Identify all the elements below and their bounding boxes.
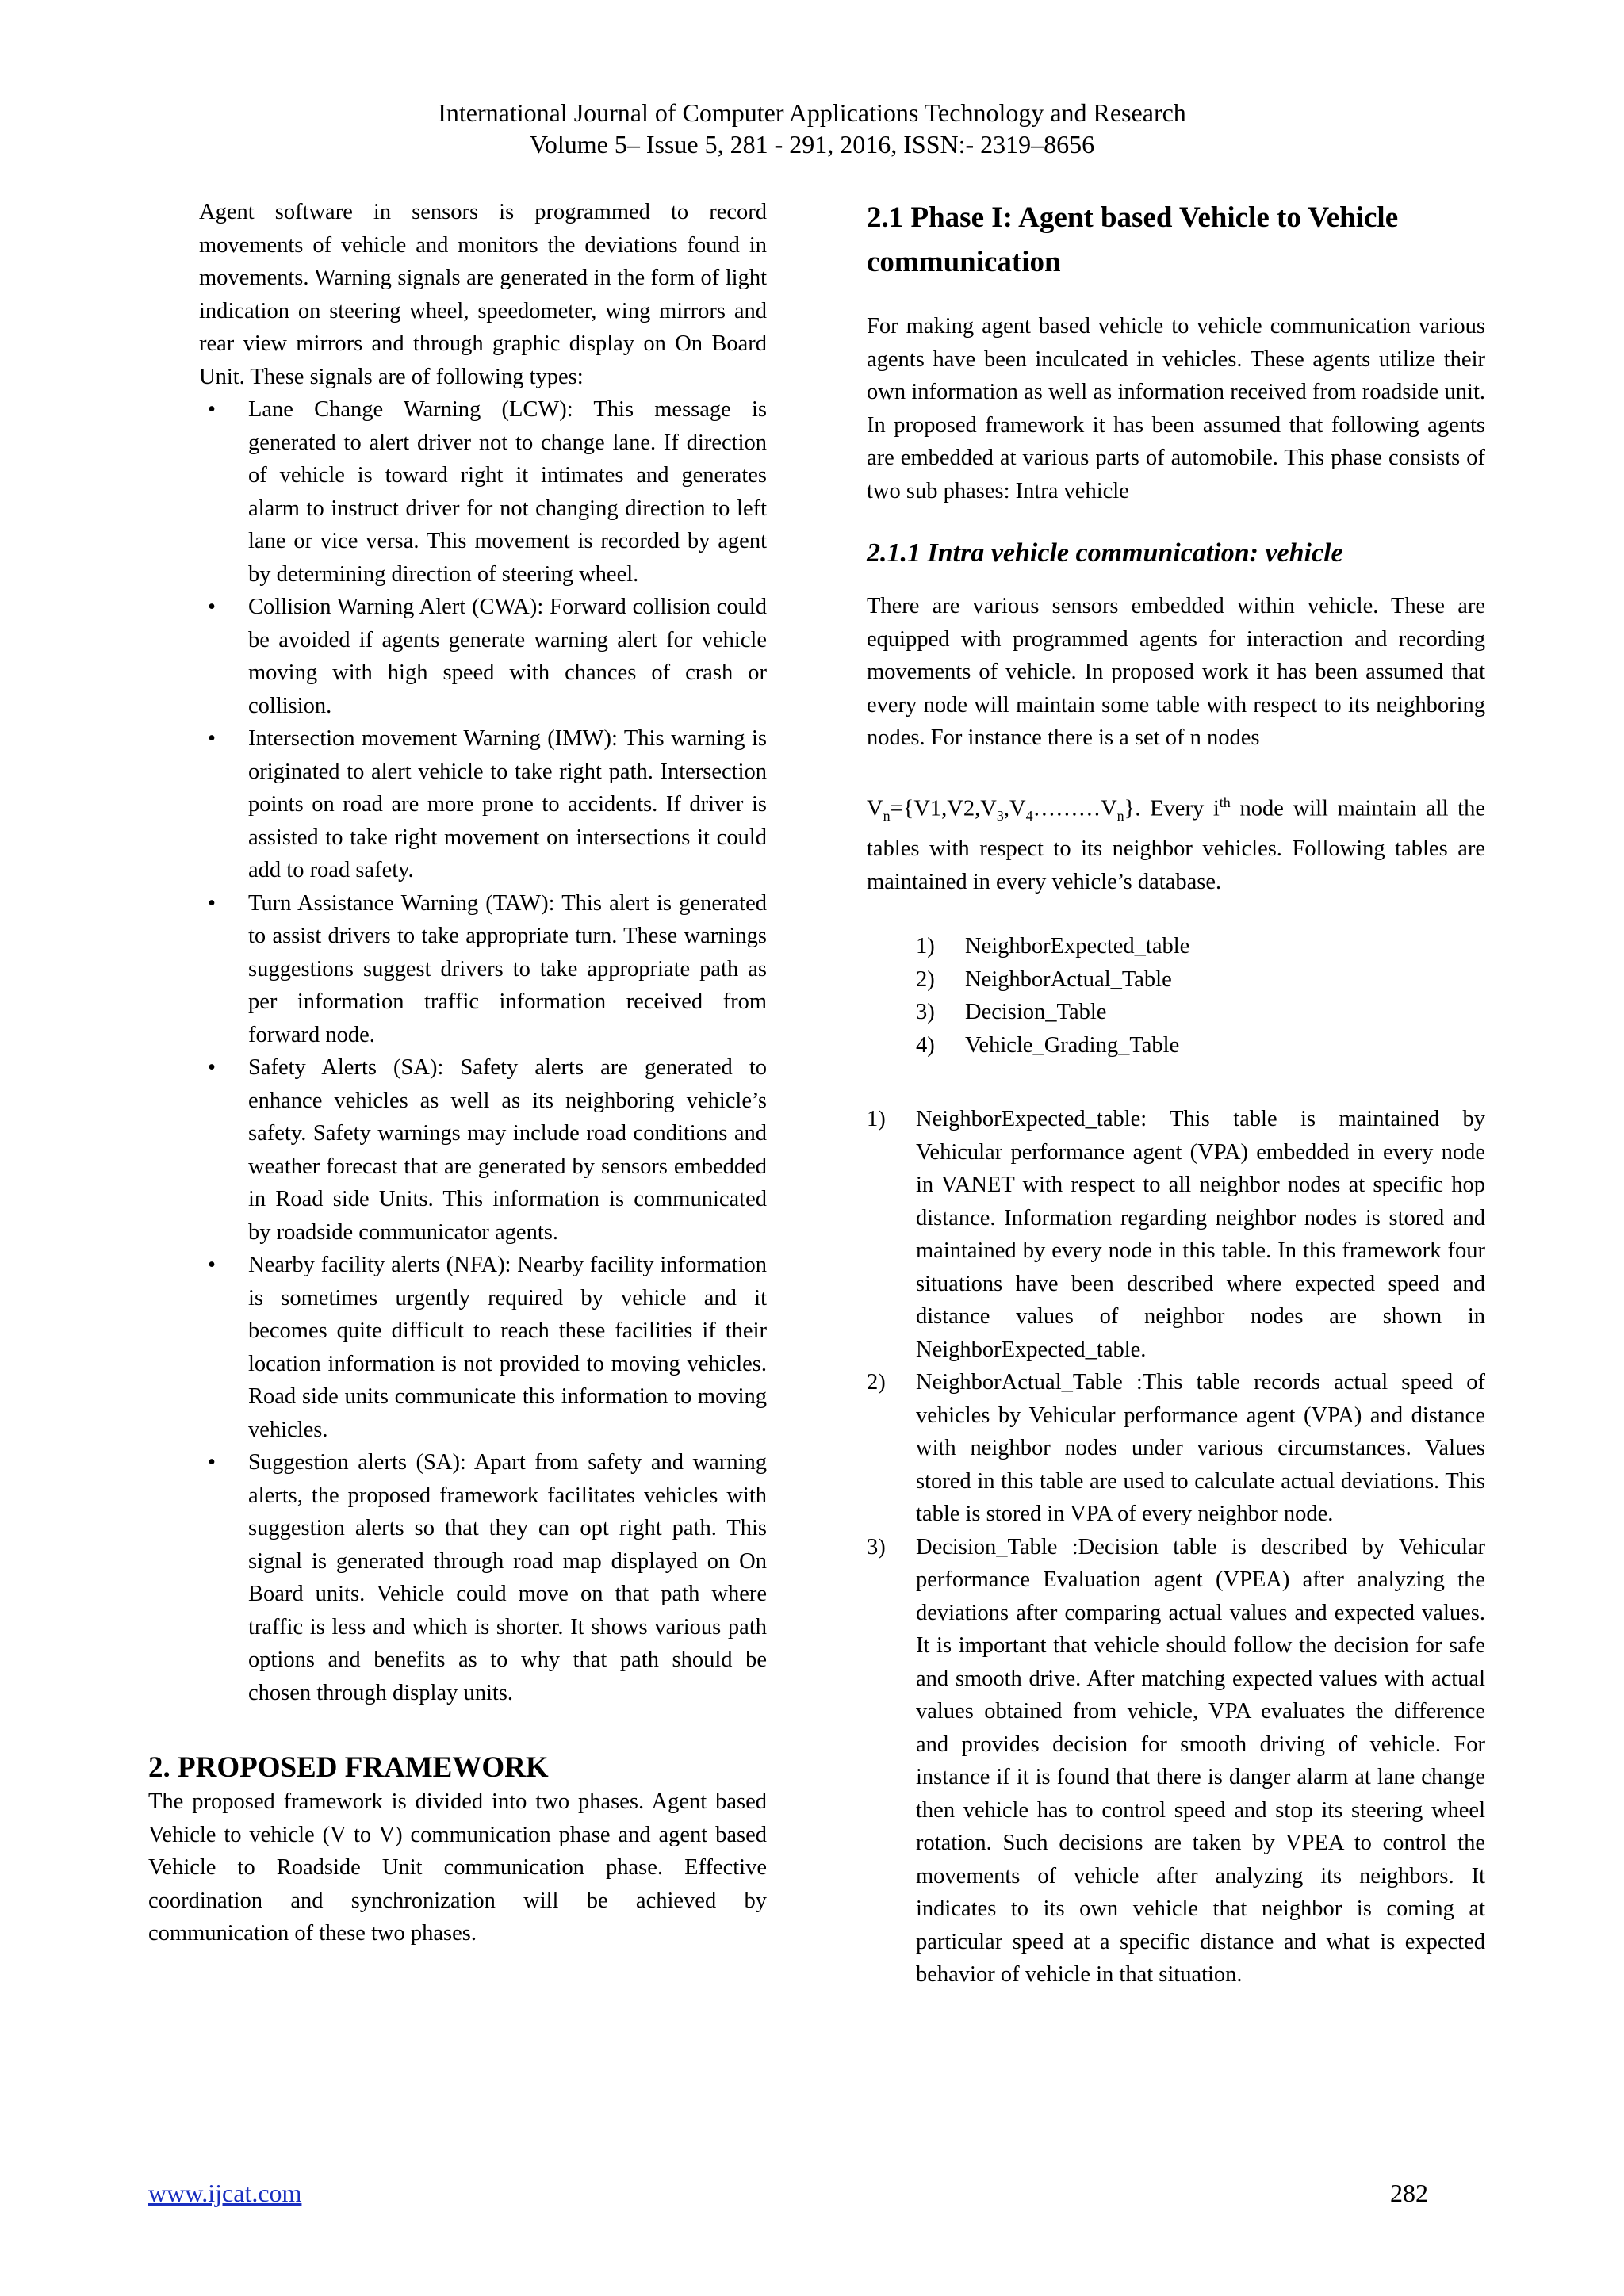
node-set-paragraph: $V_n=\{V1,V2,V_3,V_4\dots\dots\dots V_n\}$. Every $i^{th}$ node will maintain all the tables with respect to its neighbor vehicles. Following tables are maintained in every vehicle’s database. <box>867 794 1485 894</box>
list-item-text: Nearby facility alerts (NFA): Nearby facility information is sometimes urgently required by vehicle and it becomes quite difficult to reach these facilities if their location information is not provided to moving vehicles. Road side units communicate this information to moving vehicles. <box>248 1253 767 1442</box>
list-item <box>148 591 767 722</box>
bullet-icon: • <box>208 1055 216 1080</box>
bullet-icon: • <box>208 1253 216 1277</box>
bullet-icon: • <box>208 890 216 916</box>
list-item <box>148 1051 767 1249</box>
bullet-icon: • <box>208 1450 216 1475</box>
left-column <box>148 196 767 1950</box>
list-item: 4) Vehicle_Grading_Table <box>916 1032 1180 1058</box>
list-item-text: Safety Alerts (SA): Safety alerts are generated to enhance vehicles as well as its neighboring vehicle’s safety. Safety warnings may include road conditions and weather forecast that are generated by sensors embedded in Road side Units. This information is communicated by roadside communicator agents. <box>248 1055 767 1245</box>
list-item: 2) NeighborActual_Table <box>916 966 1172 992</box>
right-column <box>867 196 1485 1992</box>
phase-heading: 2.1 Phase I: Agent based Vehicle to Vehicle communication <box>867 201 1399 278</box>
list-item: 2) NeighborActual_Table :This table records actual speed of vehicles by Vehicular performance agent (VPA) and distance with neighbor nodes under various circumstances. Values stored in this table are used to calculate actual deviations. This table is stored in VPA of every neighbor node. <box>867 1370 1485 1527</box>
journal-header <box>0 97 1624 160</box>
list-item <box>148 1249 767 1446</box>
subsection-heading: 2.1.1 Intra vehicle communication: vehicle <box>867 538 1343 568</box>
journal-volume: Volume 5– Issue 5, 281 - 291, 2016, ISSN:- 2319–8656 <box>529 130 1095 159</box>
warning-types-list <box>148 393 767 1709</box>
bullet-icon: • <box>208 726 216 751</box>
tables-list <box>867 930 1485 1062</box>
list-item: 1) NeighborExpected_table <box>916 934 1190 959</box>
list-item <box>148 887 767 1052</box>
list-item: 3) Decision_Table <box>916 1000 1107 1025</box>
table-descriptions-list <box>867 1103 1485 1992</box>
list-item-text: Turn Assistance Warning (TAW): This alert is generated to assist drivers to take appropriate turn. These warnings suggestions suggest drivers to take appropriate path as per information traffic information received from forward node. <box>248 890 767 1047</box>
list-item-text: Suggestion alerts (SA): Apart from safety and warning alerts, the proposed framework facilitates vehicles with suggestion alerts so that they can opt right path. This signal is generated through road map displayed on On Board units. Vehicle could move on that path where traffic is less and which is shorter. It shows various path options and benefits as to why that path should be chosen through display units. <box>248 1450 767 1705</box>
section-heading: 2. PROPOSED FRAMEWORK <box>148 1751 549 1784</box>
list-item-text: Lane Change Warning (LCW): This message is generated to alert driver not to change lane. If direction of vehicle is toward right it intimates and generates alarm to instruct driver for not changing direction to left lane or vice versa. This movement is recorded by agent by determining direction of steering wheel. <box>248 397 767 587</box>
bullet-icon: • <box>208 595 216 619</box>
list-item: 1) NeighborExpected_table: This table is maintained by Vehicular performance agent (VPA) embedded in every node in VANET with respect to all neighbor nodes at specific hop distance. Information regarding neighbor nodes is stored and maintained by every node in this table. In this framework four situations have been described where expected speed and distance values of neighbor nodes are shown in NeighborExpected_table. <box>867 1107 1485 1362</box>
website-link[interactable]: www.ijcat.com <box>148 2179 302 2207</box>
subsection-paragraph: There are various sensors embedded within vehicle. These are equipped with programmed agents for interaction and recording movements of vehicle. In proposed work it has been assumed that every node will maintain some table with respect to its neighboring nodes. For instance there is a set of n nodes <box>867 594 1485 750</box>
list-item <box>148 1446 767 1709</box>
list-item <box>148 722 767 887</box>
list-item <box>148 393 767 591</box>
list-item-text: Intersection movement Warning (IMW): This warning is originated to alert vehicle to take right path. Intersection points on road are more prone to accidents. If driver is assisted to take right movement on intersections it could add to road safety. <box>248 726 767 882</box>
list-item-text: Collision Warning Alert (CWA): Forward collision could be avoided if agents generate warning alert for vehicle moving with high speed with chances of crash or collision. <box>248 595 767 718</box>
page-number: 282 <box>1390 2179 1428 2207</box>
list-item: 3) Decision_Table :Decision table is described by Vehicular performance Evaluation agent (VPEA) after analyzing the deviations after comparing actual values and expected values. It is important that vehicle should follow the decision for safe and smooth drive. After matching expected values with actual values obtained from vehicle, VPA evaluates the difference and provides decision for smooth driving of vehicle. For instance if it is found that there is danger alarm at lane change then vehicle has to control speed and stop its steering wheel rotation. Such decisions are taken by VPEA to control the movements of vehicle after analyzing its neighbors. It indicates to its own vehicle that neighbor is coming at particular speed at a specific distance and what is expected behavior of vehicle in that situation. <box>867 1534 1485 1988</box>
journal-title: International Journal of Computer Applications Technology and Research <box>438 98 1186 127</box>
bullet-icon: • <box>208 397 216 422</box>
phase-paragraph: For making agent based vehicle to vehicle communication various agents have been inculcated in vehicles. These agents utilize their own information as well as information received from roadside unit. In proposed framework it has been assumed that following agents are embedded at various parts of automobile. This phase consists of two sub phases: Intra vehicle <box>867 314 1485 503</box>
intro-paragraph: Agent software in sensors is programmed to record movements of vehicle and monitors the deviations found in movements. Warning signals are generated in the form of light indication on steering wheel, speedometer, wing mirrors and rear view mirrors and through graphic display on On Board Unit. These signals are of following types: <box>199 200 767 389</box>
section-paragraph: The proposed framework is divided into two phases. Agent based Vehicle to vehicle (V to V) communication phase and agent based Vehicle to Roadside Unit communication phase. Effective coordination and synchronization will be achieved by communication of these two phases. <box>148 1789 767 1946</box>
